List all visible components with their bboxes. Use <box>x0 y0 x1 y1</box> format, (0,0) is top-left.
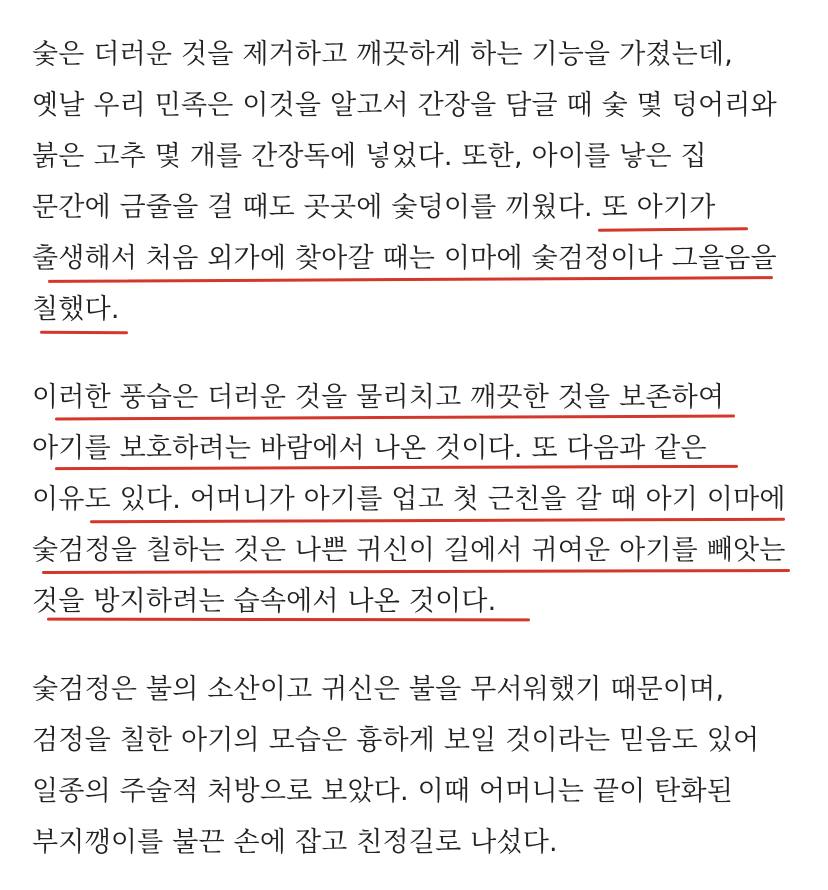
text-line: 것을 방지하려는 습속에서 나온 것이다. <box>32 586 497 617</box>
text-line: 일종의 주술적 처방으로 보았다. 이때 어머니는 끝이 탄화된 <box>32 776 734 807</box>
text-line: 옛날 우리 민족은 이것을 알고서 간장을 담글 때 숯 몇 덩어리와 <box>32 90 777 121</box>
text-line: 부지깽이를 불끈 손에 잡고 친정길로 나섰다. <box>32 827 558 858</box>
red-underline <box>40 331 128 335</box>
text-line: 검정을 칠한 아기의 모습은 흉하게 보일 것이라는 믿음도 있어 <box>32 725 760 756</box>
red-underline <box>598 227 748 232</box>
text-line: 이러한 풍습은 더러운 것을 물리치고 깨끗한 것을 보존하여 <box>32 382 725 413</box>
red-underline <box>90 518 785 523</box>
red-underline <box>47 618 530 622</box>
red-underline <box>42 569 790 574</box>
text-line: 숯은 더러운 것을 제거하고 깨끗하게 하는 기능을 가졌는데, <box>32 39 734 70</box>
text-line: 아기를 보호하려는 바람에서 나온 것이다. 또 다음과 같은 <box>32 433 707 464</box>
red-underline <box>48 276 773 283</box>
text-line: 출생해서 처음 외가에 찾아갈 때는 이마에 숯검정이나 그을음을 <box>32 243 777 274</box>
text-line: 칠했다. <box>32 294 120 325</box>
text-line: 문간에 금줄을 걸 때도 곳곳에 숯덩이를 끼웠다. 또 아기가 <box>32 192 716 223</box>
text-line: 붉은 고추 몇 개를 간장독에 넣었다. 또한, 아이를 낳은 집 <box>32 141 707 172</box>
text-line: 숯검정을 칠하는 것은 나쁜 귀신이 길에서 귀여운 아기를 빼앗는 <box>32 535 786 566</box>
text-line: 이유도 있다. 어머니가 아기를 업고 첫 근친을 갈 때 아기 이마에 <box>32 484 786 515</box>
text-line: 숯검정은 불의 소산이고 귀신은 불을 무서워했기 때문이며, <box>32 674 725 705</box>
